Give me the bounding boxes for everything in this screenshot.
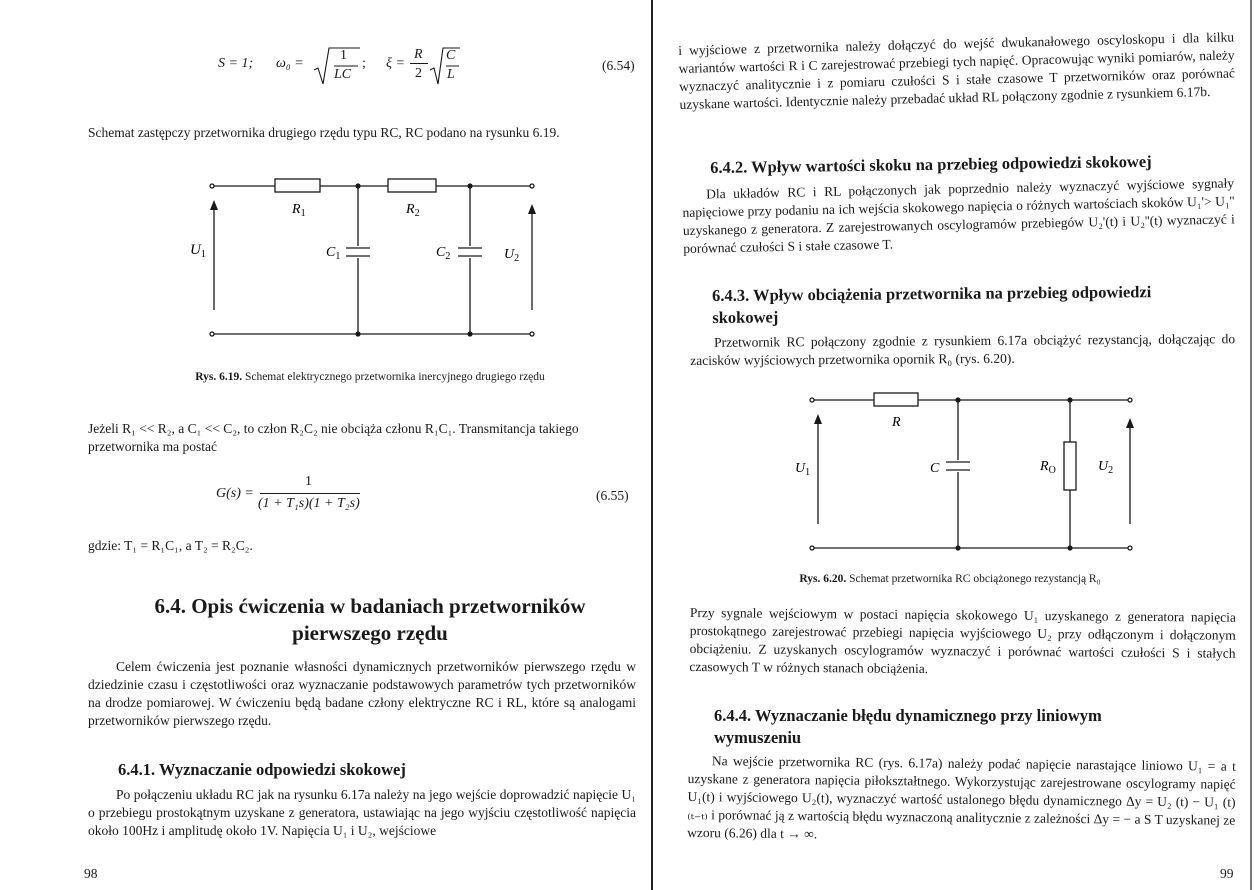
fig620-caption-label: Rys. 6.20. (799, 573, 847, 585)
fig619-c2-label: $C_2$ (436, 245, 451, 262)
section-6-4-3-heading: 6.4.3. Wpływ obciążenia przetwornika na przebieg odpowiedzi skokowej (712, 282, 1152, 327)
fig620-ro-label: $R_O$ (1040, 459, 1056, 476)
section-6-4-4-heading: 6.4.4. Wyznaczanie błędu dynamicznego przy liniowym wymuszeniu (714, 706, 1102, 747)
eq654-omega-den: LC (334, 67, 352, 82)
section-6-4-1-heading: 6.4.1. Wyznaczanie odpowiedzi skokowej (118, 760, 406, 779)
fig619-caption-label: Rys. 6.19. (195, 371, 243, 383)
eq654-xi-den: 2 (415, 66, 422, 81)
fig620-u1-label: $U_1$ (795, 461, 811, 478)
fig619-caption-text: Schemat elektrycznego przetwornika inercyjnego drugiego rzędu (244, 371, 545, 383)
page-number-right: 99 (1220, 866, 1234, 881)
fig619-u2-label: $U_2$ (504, 247, 520, 264)
eq654-xi: ξ = (386, 56, 405, 71)
eq654-number: (6.54) (602, 58, 635, 73)
figure-6-19-caption (140, 371, 600, 383)
figure-6-20-caption (720, 573, 1180, 585)
eq655-num: 1 (305, 474, 312, 489)
eq655-number: (6.55) (596, 488, 629, 503)
fig619-r2-label: $R_2$ (406, 202, 420, 219)
eq654-omega-num: 1 (340, 48, 347, 63)
intro-paragraph: Schemat zastępczy przetwornika drugiego rzędu typu RC, RC podano na rysunku 6.19. (88, 125, 560, 140)
figure-6-20-circuit (790, 384, 1150, 558)
right-page (650, 0, 1259, 890)
fig619-u1-label: $U_1$ (190, 242, 206, 260)
section-6-4-1-paragraph: Po połączeniu układu RC jak na rysunku 6.17a należy na jego wejście doprowadzić napięcie U₁ o przebiegu prostokątnym uzyskane z generatora, ustawiając na jego wyjściu częstotliwość napięcia około 100Hz i amplitudę około 1V. Napięcia U₁ i U₂, wejściowe (88, 787, 636, 838)
fig620-caption-text: Schemat przetwornika RC obciążonego rezystancją R₀ (849, 573, 1101, 585)
fig620-u2-label: $U_2$ (1098, 459, 1114, 476)
section-6-4-paragraph: Celem ćwiczenia jest poznanie własności dynamicznych przetworników pierwszego rzędu w dziedzinie czasu i częstotliwości oraz wyznaczanie podstawowych parametrów tych przetworników na drodze pomiarowej. W ćwiczeniu będą badane człony elektryczne RC i RL, które są analogami przetworników pierwszego rzędu. (88, 659, 636, 728)
condition-paragraph-line1: Jeżeli R₁ << R₂, a C₁ << C₂, to człon R₂C₂ nie obciąża członu R₁C₁. Transmitancja takiego (88, 421, 579, 436)
section-6-4-4-paragraph: Na wejście przetwornika RC (rys. 6.17a) należy podać napięcie narastające liniowo U₁ = a t uzyskane z generatora napięcia piłokształtnego. Wykorzystując zarejestrowane oscylogramy napięć U₁(t) i wyjściowego U₂(t), wyznaczyć wartość ustalonego błędu dynamicznego Δy = U₂ (t) − U₁ (t)₍ₜ₋ₜ₎ i porównać ją z wartością błędu wyznaczoną analitycznie z zależności Δy = − a S T uzyskanej ze wzoru (6.26) dla t → ∞. (687, 753, 1236, 842)
fig620-r-label: R (892, 415, 901, 430)
eq654-xi-root-num: C (446, 48, 456, 63)
eq654-omega: ω₀ = (276, 56, 304, 71)
fig619-c1-label: $C_1$ (326, 245, 341, 262)
figure-6-19-circuit (180, 170, 560, 350)
eq655-bar (260, 493, 360, 494)
eq654-xi-root-den: L (447, 67, 455, 82)
condition-paragraph-line2: przetwornika ma postać (88, 439, 217, 454)
where-line: gdzie: T₁ = R₁C₁, a T₂ = R₂C₂. (88, 538, 253, 553)
eq655-den: (1 + T₁s)(1 + T₂s) (258, 496, 360, 511)
fig620-c-label: C (930, 461, 940, 476)
section-6-4-3-paragraph: Przetwornik RC połączony zgodnie z rysunkiem 6.17a obciążyć rezystancją, dołączając do zacisków wyjściowych przetwornika opornik R₀ (rys. 6.20). (690, 331, 1236, 368)
signal-paragraph: Przy sygnale wejściowym w postaci napięcia skokowego U₁ uzyskanego z generatora napięcia prostokątnego zarejestrować przebiegi napięcia wyjściowego U₂ przy odłączonym i dołączonym obciążeniu. Z uzyskanych oscylogramów wyznaczyć i porównać wartości czułości S i stałych czasowych T w różnych stanach obciążenia. (689, 604, 1236, 677)
fig619-r1-label: $R_1$ (292, 202, 306, 219)
eq654-xi-bar (410, 63, 428, 64)
equation-6-54 (210, 44, 640, 90)
eq654-semicolon: ; (362, 56, 366, 71)
equation-6-55 (210, 474, 640, 522)
page-number-left: 98 (84, 866, 98, 881)
section-6-4-2-heading: 6.4.2. Wpływ wartości skoku na przebieg odpowiedzi skokowej (710, 151, 1152, 177)
eq654-s: S = 1; (218, 56, 254, 71)
eq654-xi-root (428, 44, 462, 88)
section-6-4-2-paragraph: Dla układów RC i RL połączonych jak poprzednio należy wyznaczyć wyjściowe sygnały napięciowe przy podaniu na ich wejścia skokowego napięcia o różnych wartościach skoków U₁'> U₁'' uzyskanego z generatora. Z zarejestrowanych oscylogramów przebiegów U₂'(t) i U₂''(t) wyznaczyć i porównać czułości S i stałe czasowe T. (682, 175, 1235, 256)
eq655-lhs: G(s) = (216, 486, 254, 501)
section-6-4-heading: 6.4. Opis ćwiczenia w badaniach przetworników pierwszego rzędu (154, 594, 586, 645)
continued-paragraph: i wyjściowe z przetwornika należy dołączyć do wejść dwukanałowego oscyloskopu i dla kilku wariantów wartości R i C zarejestrować przebiegi tych napięć. Opracowując wyniki pomiarów, należy wyznaczyć analitycznie i z pomiaru czułości S i stałe czasowe T przetworników oraz porównać uzyskane wartości. Identycznie należy przebadać układ RL połączony zgodnie z rysunkiem 6.17b. (678, 29, 1236, 112)
eq654-xi-num: R (414, 47, 423, 62)
